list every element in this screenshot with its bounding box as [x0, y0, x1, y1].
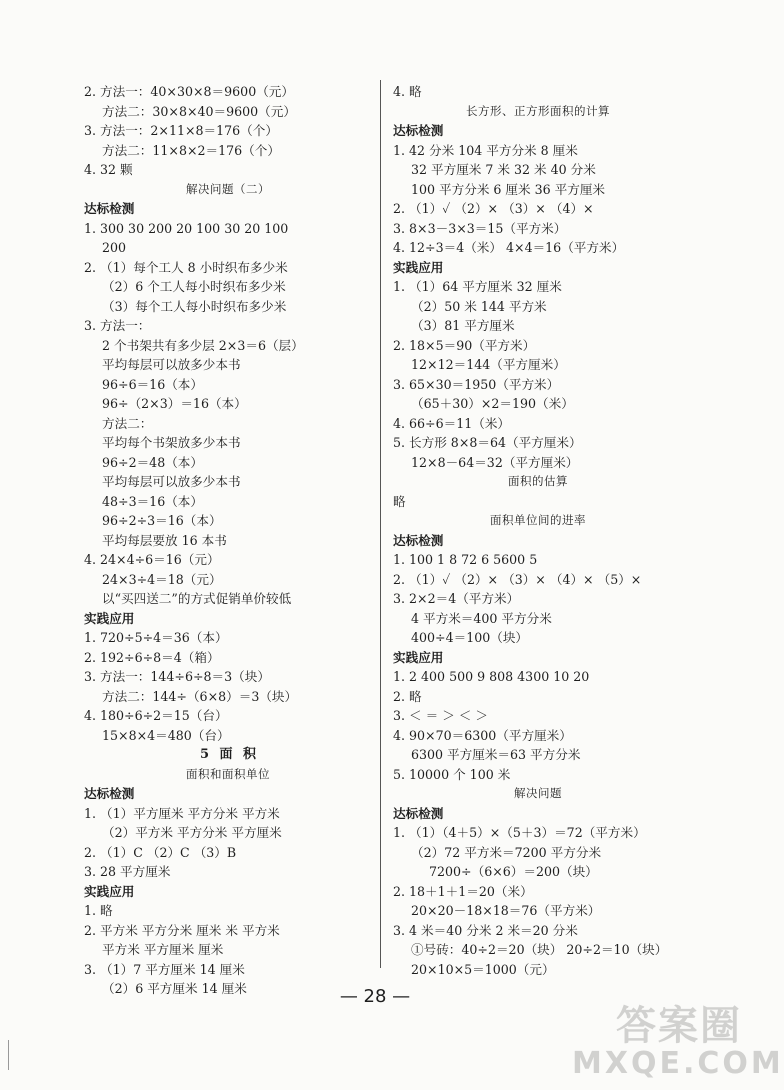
section-heading: 达标检测	[393, 532, 444, 548]
section-heading: 实践应用	[393, 649, 444, 665]
answer-line: 2. 18＋1＋1＝20（米）	[393, 883, 533, 899]
answer-line: 1. （1）（4＋5）×（5＋3）＝72（平方米）	[393, 825, 646, 840]
topic-title: 解决问题（二）	[186, 181, 270, 196]
answer-line: 2. 18×5＝90（平方米）	[393, 337, 536, 353]
answer-line: 15×8×4＝480（台）	[102, 727, 230, 743]
answer-line: 7200÷（6×6）＝200（块）	[429, 864, 598, 879]
answer-line: 200	[102, 240, 127, 255]
answer-line: 3. 方法一：144÷6÷8＝3（块）	[84, 669, 270, 684]
column-divider	[380, 80, 381, 968]
answer-line: 4. 32 颗	[84, 162, 133, 177]
answer-line: 20×10×5＝1000（元）	[411, 961, 555, 977]
answer-line: 96÷2÷3＝16（本）	[102, 513, 222, 528]
section-heading: 达标检测	[84, 201, 135, 216]
answer-line: 方法二：30×8×40＝9600（元）	[102, 103, 296, 119]
answer-line: 4. 180÷6÷2＝15（台）	[84, 708, 228, 723]
answer-line: 4. 略	[393, 84, 422, 99]
answer-line: 48÷3＝16（本）	[102, 493, 203, 509]
answer-line: ①号砖：40÷2＝20（块） 20÷2＝10（块）	[411, 942, 668, 957]
answer-line: 4 平方米＝400 平方分米	[411, 610, 552, 626]
answer-line: 96÷6＝16（本）	[102, 376, 203, 392]
answer-line: 5. 长方形 8×8＝64（平方厘米）	[393, 435, 582, 450]
answer-line: 2. 平方米 平方分米 厘米 米 平方米	[84, 922, 280, 938]
answer-line: 3. 2×2＝4（平方米）	[393, 591, 520, 606]
answer-line: 3. 4 米＝40 分米 2 米＝20 分米	[393, 922, 578, 938]
page-number: — 28 —	[339, 986, 411, 1007]
answer-line: 平均每层可以放多少本书	[102, 357, 241, 372]
answer-line: 1. 100 1 8 72 6 5600 5	[393, 552, 538, 567]
scan-edge-mark	[8, 1040, 9, 1070]
answer-line: 96÷（2×3）＝16（本）	[102, 396, 247, 411]
answer-line: 方法二：	[102, 415, 153, 431]
answer-line: 以“买四送二”的方式促销单价较低	[102, 591, 292, 606]
answer-line: 1. 2 400 500 9 808 4300 10 20	[393, 669, 590, 684]
section-heading: 达标检测	[84, 786, 135, 801]
watermark-bottom: MXQE.COM	[572, 1046, 784, 1081]
watermark-logo	[572, 1003, 784, 1084]
topic-title: 解决问题	[514, 786, 562, 800]
answer-line: 12×12＝144（平方厘米）	[411, 357, 566, 372]
answer-line: 5. 10000 个 100 米	[393, 766, 511, 782]
answer-line: 96÷2＝48（本）	[102, 454, 203, 470]
answer-line: 400÷4＝100（块）	[411, 630, 529, 645]
answer-line: 平均每层要放 16 本书	[102, 532, 227, 548]
section-heading: 实践应用	[84, 883, 135, 899]
answer-line: 2 个书架共有多少层 2×3＝6（层）	[102, 337, 304, 353]
answer-line: 6300 平方厘米＝63 平方分米	[411, 747, 581, 762]
left-column	[84, 82, 372, 999]
answer-line: 3. 方法一：2×11×8＝176（个）	[84, 123, 278, 138]
section-heading: 实践应用	[84, 610, 135, 626]
answer-line: 3. 方法一：	[84, 318, 151, 333]
answer-line: 1. 300 30 200 20 100 30 20 100	[84, 220, 289, 236]
section-heading: 达标检测	[393, 123, 444, 138]
answer-line: （2）6 平方厘米 14 厘米	[102, 981, 247, 996]
answer-line: 平均每层可以放多少本书	[102, 474, 241, 489]
answer-line: （2）6 个工人每小时织布多少米	[102, 279, 286, 294]
answer-line: 4. 24×4÷6＝16（元）	[84, 552, 220, 567]
answer-line: 2. 略	[393, 688, 422, 704]
answer-line: 略	[393, 493, 406, 509]
right-column	[393, 82, 683, 979]
section-heading: 达标检测	[393, 805, 444, 821]
answer-line: 3. 65×30＝1950（平方米）	[393, 376, 560, 392]
answer-line: 2. （1）C （2）C （3）B	[84, 844, 237, 860]
answer-line: （65＋30）×2＝190（米）	[411, 396, 574, 411]
answer-line: 1. （1）64 平方厘米 32 厘米	[393, 279, 562, 294]
answer-line: （2）50 米 144 平方米	[411, 298, 547, 314]
answer-line: 20×20－18×18＝76（平方米）	[411, 903, 601, 918]
answer-line: （3）81 平方厘米	[411, 318, 515, 333]
answer-line: 2. （1）每个工人 8 小时织布多少米	[84, 259, 288, 275]
watermark-top: 答案圈	[616, 1003, 742, 1049]
answer-line: 2. 192÷6÷8＝4（箱）	[84, 649, 220, 665]
answer-line: 方法二：11×8×2＝176（个）	[102, 142, 280, 158]
answer-line: 24×3÷4＝18（元）	[102, 571, 222, 587]
answer-line: 2. （1）✓ （2）× （3）× （4）× （5）×	[393, 571, 642, 587]
answer-line: 3. 28 平方厘米	[84, 864, 171, 879]
section-heading: 实践应用	[393, 259, 444, 275]
answer-line: 12×8－64＝32（平方厘米）	[411, 454, 579, 470]
answer-line: 3. 8×3－3×3＝15（平方米）	[393, 220, 567, 236]
answer-line: 平方米 平方厘米 厘米	[102, 942, 224, 957]
topic-title: 面积的估算	[508, 474, 568, 488]
answer-line: 方法二：144÷（6×8）＝3（块）	[102, 688, 298, 704]
answer-line: 2. 方法一：40×30×8＝9600（元）	[84, 84, 294, 99]
answer-line: 4. 12÷3＝4（米） 4×4＝16（平方米）	[393, 240, 625, 255]
answer-line: 100 平方分米 6 厘米 36 平方厘米	[411, 181, 606, 197]
answer-line: 1. 42 分米 104 平方分米 8 厘米	[393, 142, 578, 158]
answer-line: （2）72 平方米＝7200 平方分米	[411, 844, 602, 860]
answer-line: 4. 90×70＝6300（平方厘米）	[393, 727, 572, 743]
answer-line: 平均每个书架放多少本书	[102, 435, 241, 450]
topic-title: 长方形、正方形面积的计算	[466, 103, 610, 118]
topic-title: 面积和面积单位	[186, 766, 270, 781]
answer-line: 1. 略	[84, 903, 113, 918]
chapter-title: 5 面 积	[199, 747, 257, 762]
answer-line: 3. （1）7 平方厘米 14 厘米	[84, 961, 245, 977]
answer-line: （3）每个工人每小时织布多少米	[102, 298, 287, 314]
answer-line: 1. 720÷5÷4＝36（本）	[84, 630, 228, 645]
answer-line: 1. （1）平方厘米 平方分米 平方米	[84, 805, 280, 821]
answer-line: 3. ＜ ＝ ＞ ＜ ＞	[393, 708, 489, 723]
answer-line: 32 平方厘米 7 米 32 米 40 分米	[411, 162, 596, 177]
answer-line: 4. 66÷6＝11（米）	[393, 415, 511, 431]
answer-line: 2. （1）✓ （2）× （3）× （4）×	[393, 201, 594, 216]
topic-title: 面积单位间的进率	[490, 513, 586, 527]
answer-line: （2）平方米 平方分米 平方厘米	[102, 825, 282, 840]
